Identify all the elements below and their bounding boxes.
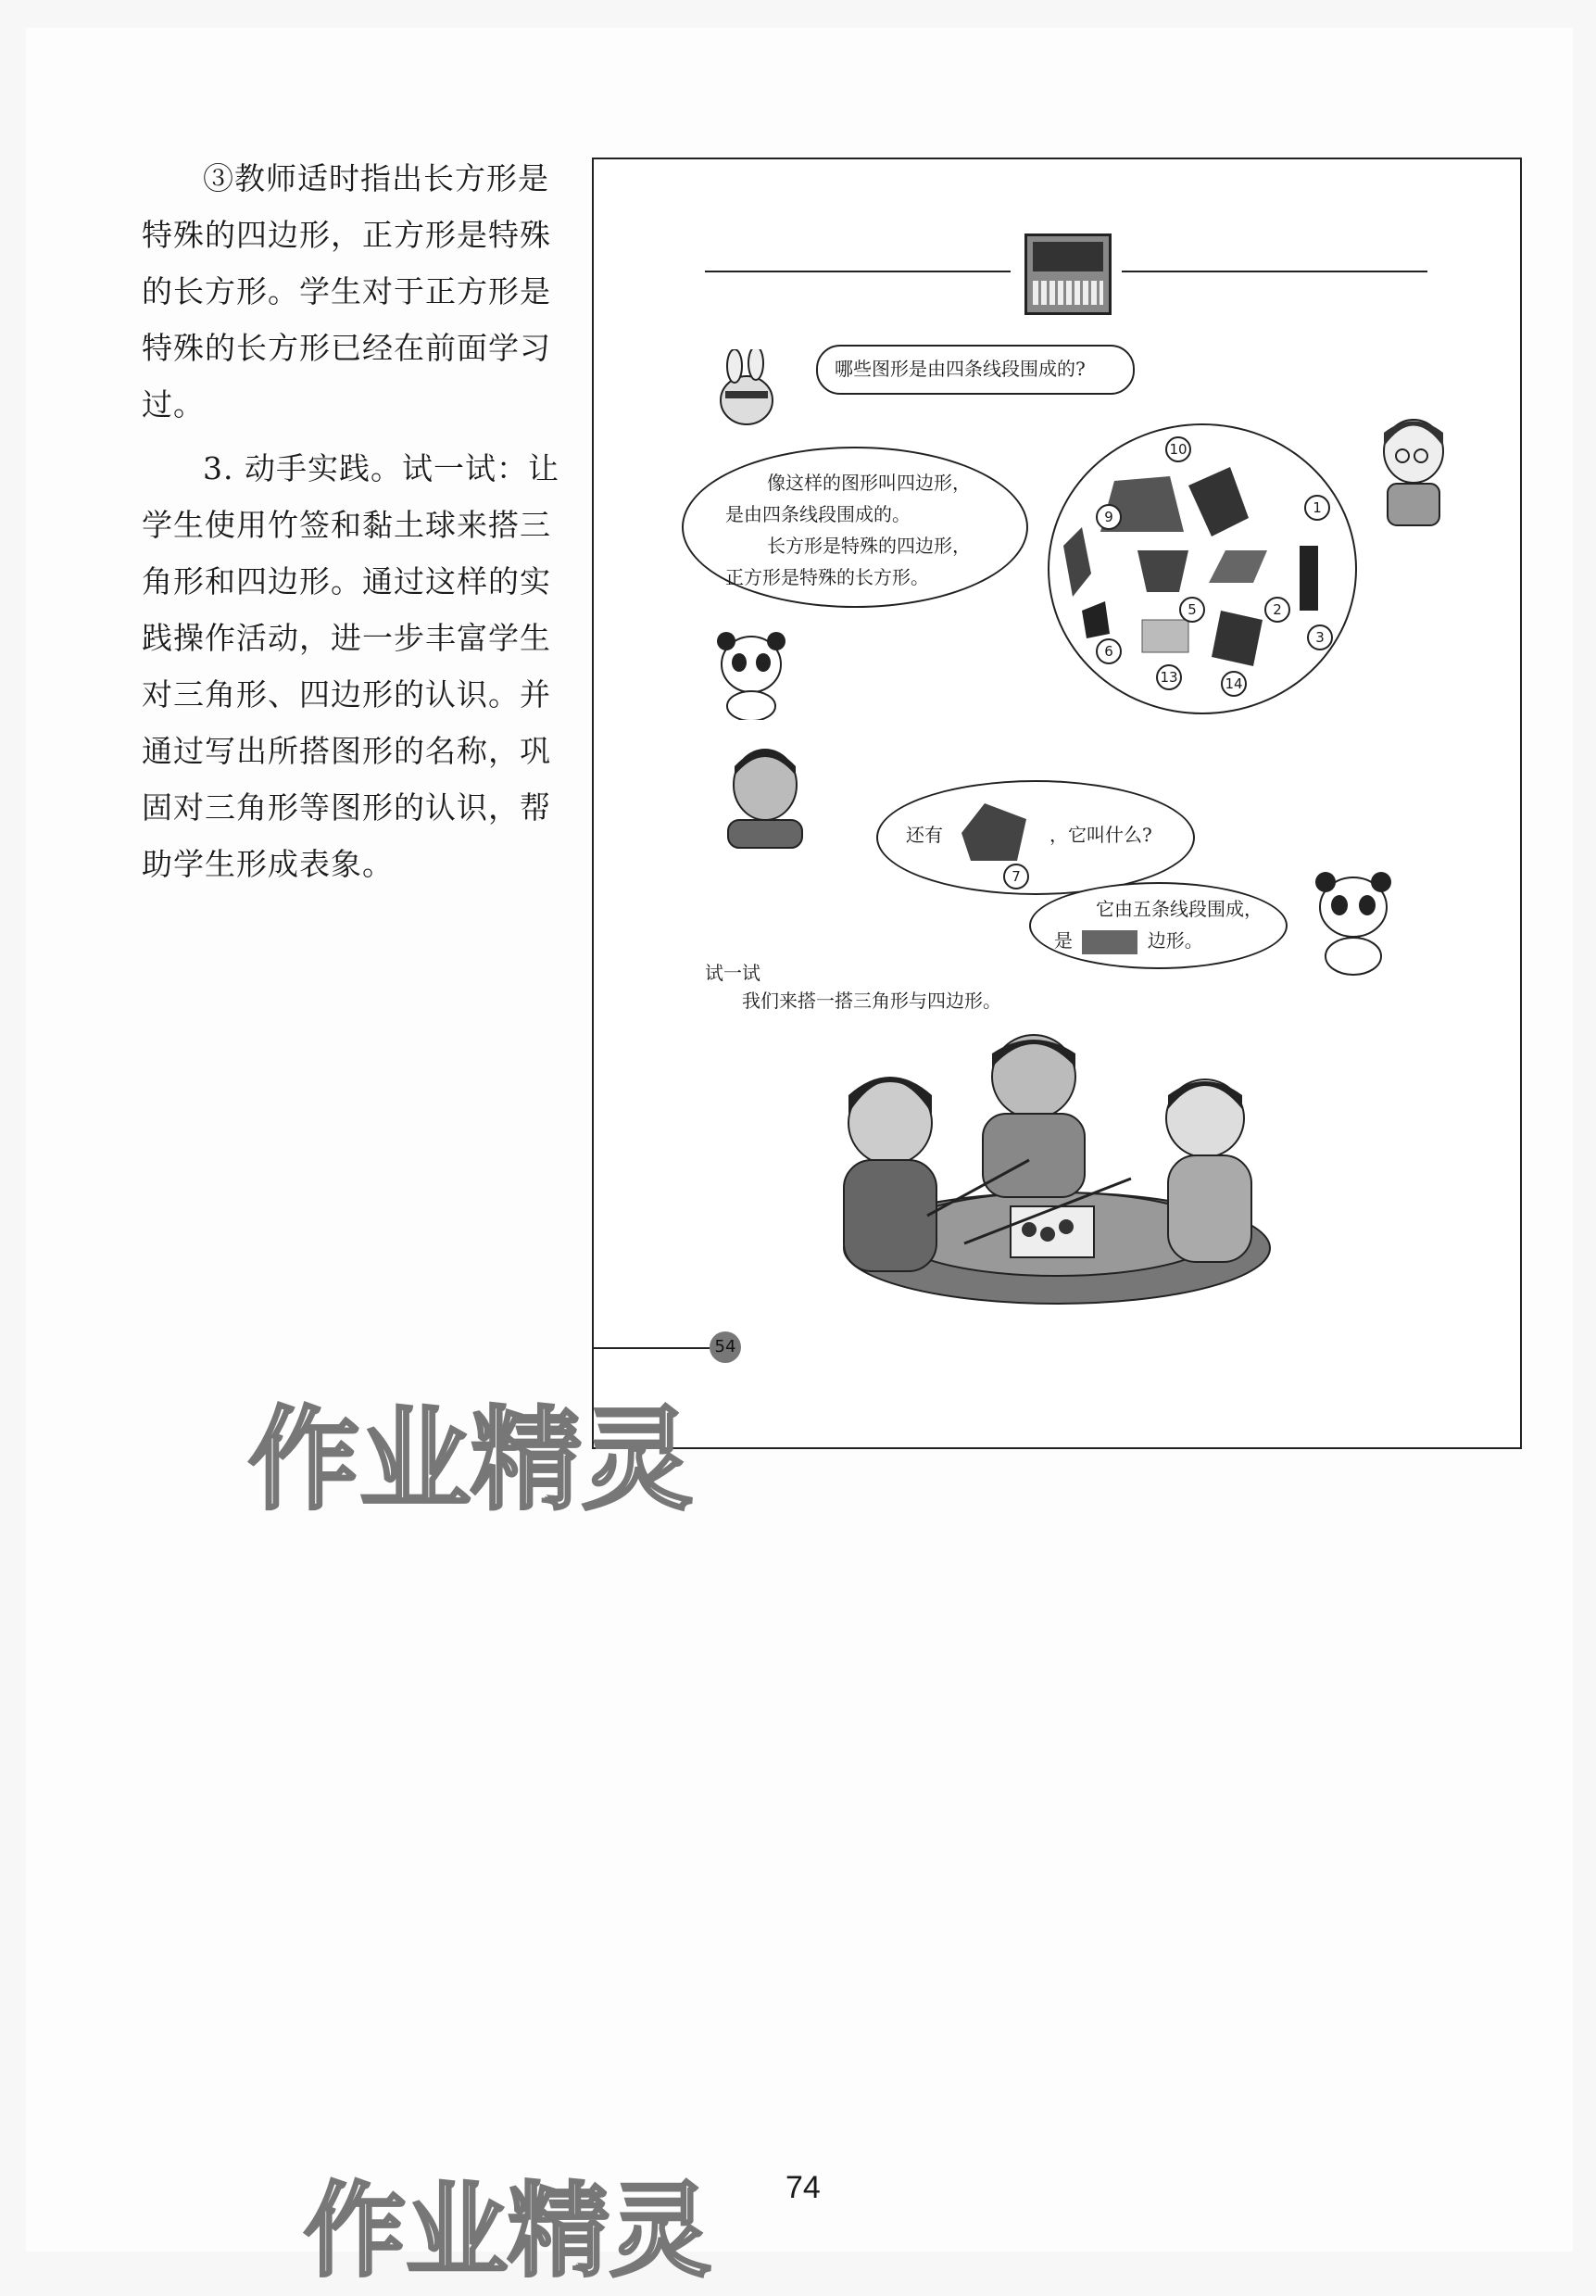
shape-number-10: 10 xyxy=(1165,436,1191,462)
header-rule-left xyxy=(705,271,1011,272)
header-rule-right xyxy=(1122,271,1427,272)
explain-line-3: 长方形是特殊的四边形， xyxy=(767,535,971,557)
also-bubble xyxy=(876,780,1195,895)
shape-number-5: 5 xyxy=(1179,597,1205,623)
abacus-icon xyxy=(1024,233,1112,315)
explain-line-2: 是由四条线段围成的。 xyxy=(725,503,911,525)
question-text: 哪些图形是由四条线段围成的? xyxy=(835,358,1086,380)
textbook-page xyxy=(592,158,1522,1449)
explain-line-4: 正方形是特殊的长方形。 xyxy=(725,566,929,588)
shape-number-14: 14 xyxy=(1221,671,1247,697)
shape-number-9: 9 xyxy=(1096,504,1122,530)
page-number: 74 xyxy=(785,2170,821,2205)
shape-number-13: 13 xyxy=(1156,664,1182,690)
watermark-logo: 作业精灵 xyxy=(248,1396,693,1525)
try-title: 试一试 xyxy=(705,962,760,984)
textbook-page-number: 54 xyxy=(710,1331,741,1363)
children-building-illustration xyxy=(825,1012,1288,1308)
shape-number-2: 2 xyxy=(1264,597,1290,623)
page xyxy=(26,28,1573,2290)
explanation-bubble xyxy=(682,447,1028,608)
try-text: 我们来搭一搭三角形与四边形。 xyxy=(742,990,1001,1012)
answer-blank xyxy=(1082,930,1137,954)
shapes-drawing xyxy=(1049,425,1355,713)
teacher-notes xyxy=(142,150,568,892)
question-bubble xyxy=(816,345,1135,395)
shape-number-7: 7 xyxy=(1003,864,1029,889)
note-paragraph-1: ③教师适时指出长方形是特殊的四边形，正方形是特殊的长方形。学生对于正方形是特殊的长方形已经在前面学习过。 xyxy=(142,160,551,423)
five-line-1: 它由五条线段围成， xyxy=(1096,898,1263,920)
shape-number-1: 1 xyxy=(1304,495,1330,521)
also-prefix: 还有 xyxy=(906,824,943,846)
shape-number-3: 3 xyxy=(1307,624,1333,650)
panda-character xyxy=(710,627,793,720)
five-line-2-start: 是 xyxy=(1054,929,1073,952)
girl-character xyxy=(1367,410,1460,530)
explain-line-1: 像这样的图形叫四边形， xyxy=(767,472,971,494)
rabbit-character xyxy=(705,349,788,433)
watermark-logo-bottom: 作业精灵 xyxy=(304,2172,711,2290)
boy-character xyxy=(714,738,816,850)
also-suffix: ，它叫什么? xyxy=(1049,824,1152,846)
five-sides-bubble xyxy=(1029,882,1288,969)
panda-character-2 xyxy=(1307,868,1400,979)
footer-rule xyxy=(594,1347,710,1349)
shapes-circle xyxy=(1048,423,1357,714)
five-line-2-end: 边形。 xyxy=(1147,929,1203,952)
note-paragraph-2: 3. 动手实践。试一试：让学生使用竹签和黏土球来搭三角形和四边形。通过这样的实践操作活动，进一步丰富学生对三角形、四边形的认识。并通过写出所搭图形的名称，巩固对三角形等图形的认识，帮助学生形成表象。 xyxy=(142,450,559,882)
pentagon-shape xyxy=(952,796,1036,870)
shape-number-6: 6 xyxy=(1096,638,1122,664)
